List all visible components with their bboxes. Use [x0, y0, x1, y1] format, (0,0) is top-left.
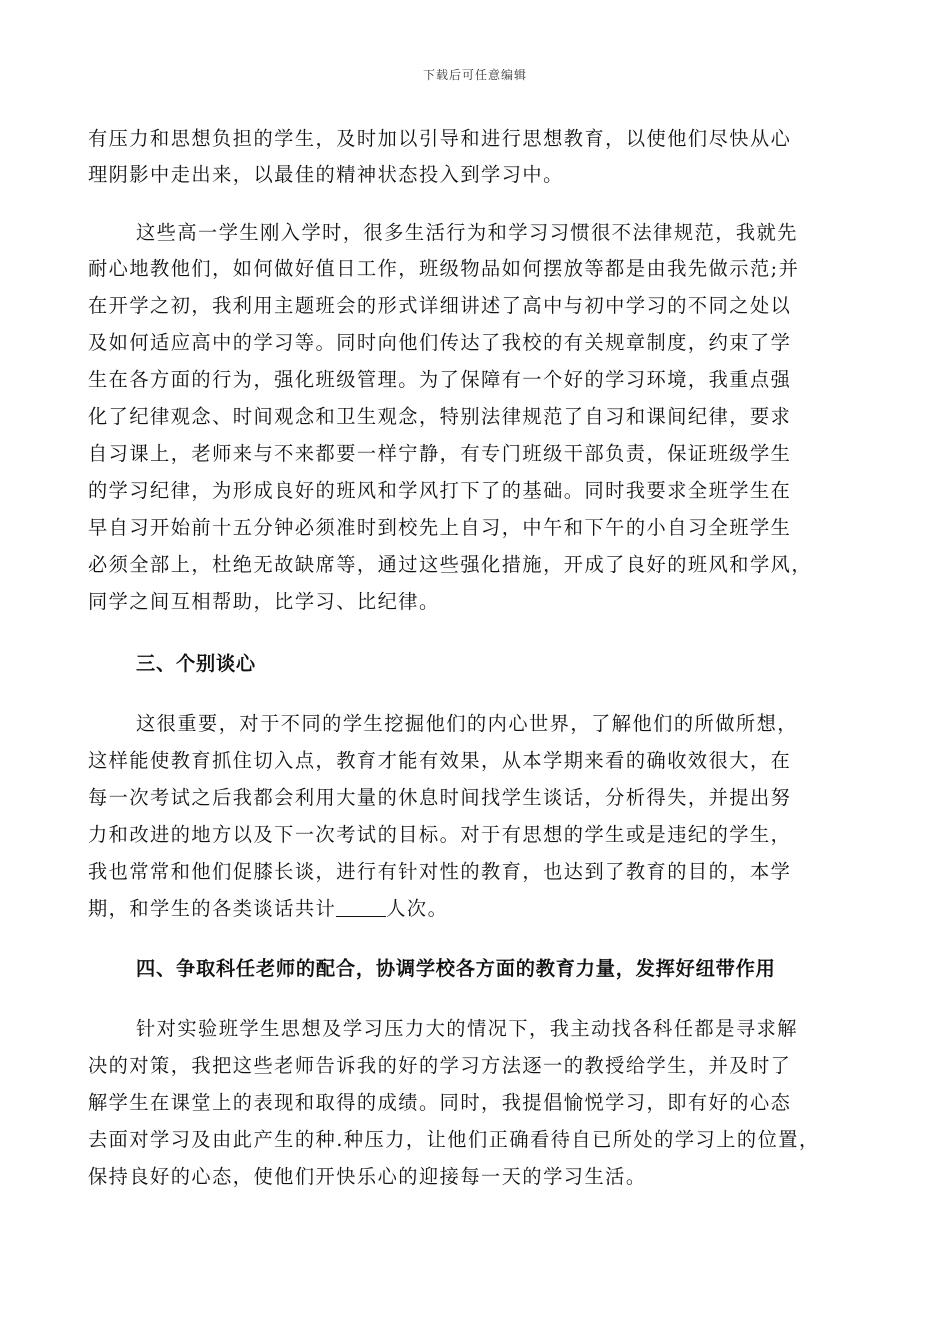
paragraph-line: 同学之间互相帮助，比学习、比纪律。	[88, 590, 440, 613]
paragraph-line: 有压力和思想负担的学生，及时加以引导和进行思想教育，以使他们尽快从心	[88, 127, 792, 150]
paragraph-line: 必须全部上，杜绝无故缺席等，通过这些强化措施，开成了良好的班风和学风，	[88, 553, 813, 576]
paragraph-line: 针对实验班学生思想及学习压力大的情况下，我主动找各科任都是寻求解	[136, 1017, 798, 1040]
paragraph-line: 这样能使教育抓住切入点，教育才能有效果，从本学期来看的确收效很大，在	[88, 749, 792, 772]
paragraph-line: 保持良好的心态，使他们开快乐心的迎接每一天的学习生活。	[88, 1165, 647, 1188]
paragraph-line: 解学生在课堂上的表现和取得的成绩。同时，我提倡愉悦学习，即有好的心态	[88, 1091, 792, 1114]
paragraph-line: 自习课上，老师来与不来都要一样宁静，有专门班级干部负责，保证班级学生	[88, 442, 792, 465]
paragraph-line: 决的对策，我把这些老师告诉我的好的学习方法逐一的教授给学生，并及时了	[88, 1054, 792, 1077]
page-header: 下载后可任意编辑	[422, 68, 527, 82]
paragraph-line: 这些高一学生刚入学时，很多生活行为和学习习惯很不法律规范，我就先	[136, 221, 798, 244]
section-heading: 四、争取科任老师的配合，协调学校各方面的教育力量，发挥好纽带作用	[136, 957, 776, 980]
fill-in-blank	[336, 898, 386, 917]
paragraph-line: 每一次考试之后我都会利用大量的休息时间找学生谈话，分析得失，并提出努	[88, 786, 792, 809]
paragraph-line: 生在各方面的行为，强化班级管理。为了保障有一个好的学习环境，我重点强	[88, 368, 792, 391]
section-heading: 三、个别谈心	[136, 652, 256, 675]
paragraph-line: 我也常常和他们促膝长谈，进行有针对性的教育，也达到了教育的目的，本学	[88, 860, 792, 883]
paragraph-line: 力和改进的地方以及下一次考试的目标。对于有思想的学生或是违纪的学生，	[88, 823, 792, 846]
text-after-blank: 人次。	[386, 897, 449, 920]
text-before-blank: 期，和学生的各类谈话共计	[88, 897, 337, 920]
paragraph-line	[88, 897, 448, 921]
paragraph-line: 在开学之初，我利用主题班会的形式详细讲述了高中与初中学习的不同之处以	[88, 294, 792, 317]
paragraph-line: 化了纪律观念、时间观念和卫生观念，特别法律规范了自习和课间纪律，要求	[88, 405, 792, 428]
paragraph-line: 理阴影中走出来，以最佳的精神状态投入到学习中。	[88, 163, 564, 186]
paragraph-line: 耐心地教他们，如何做好值日工作，班级物品如何摆放等都是由我先做示范;并	[88, 257, 800, 280]
paragraph-line: 早自习开始前十五分钟必须准时到校先上自习，中午和下午的小自习全班学生	[88, 516, 792, 539]
paragraph-line: 的学习纪律，为形成良好的班风和学风打下了的基础。同时我要求全班学生在	[88, 479, 792, 502]
paragraph-line: 及如何适应高中的学习等。同时向他们传达了我校的有关规章制度，约束了学	[88, 331, 792, 354]
paragraph-line: 这很重要，对于不同的学生挖掘他们的内心世界，了解他们的所做所想，	[136, 712, 798, 735]
paragraph-line: 去面对学习及由此产生的种.种压力，让他们正确看待自已所处的学习上的位置，	[88, 1128, 820, 1151]
